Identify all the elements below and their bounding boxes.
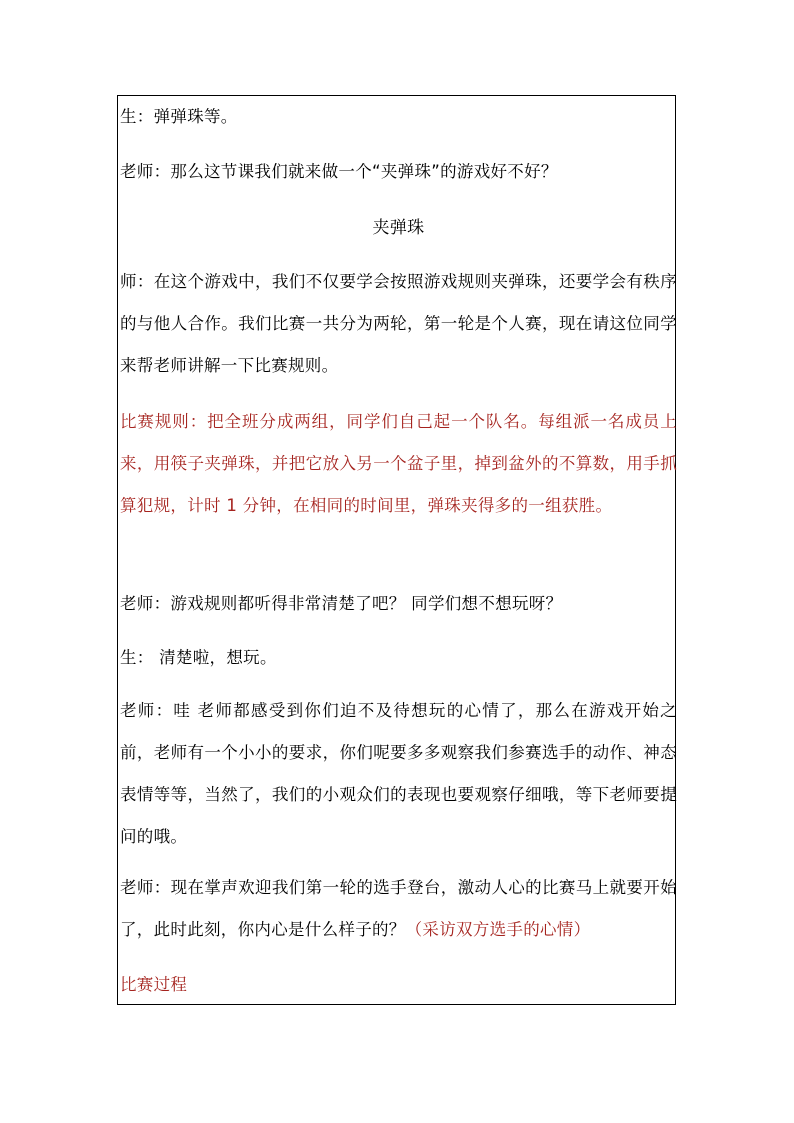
- lesson-table-cell: [117, 95, 676, 1005]
- teacher-welcome-contestants: [120, 867, 677, 951]
- game-title: 夹弹珠: [372, 218, 425, 238]
- teacher-game-proposal: 老师：那么这节课我们就来做一个“夹弹珠”的游戏好不好？: [120, 162, 558, 181]
- interview-note: （采访双方选手的心情）: [405, 920, 591, 939]
- teacher-rules-check: 老师：游戏规则都听得非常清楚了吧？ 同学们想不想玩呀？: [120, 594, 563, 613]
- match-process-heading: 比赛过程: [120, 975, 188, 994]
- game-rules: 比赛规则：把全班分成两组，同学们自己起一个队名。每组派一名成员上来，用筷子夹弹珠，并把它放入另一个盆子里，掉到盆外的不算数，用手抓算犯规，计时 1 分钟，在相同的时间里，弹珠夹得多的一组获胜。: [120, 412, 677, 515]
- student-reply-ready: 生： 清楚啦，想玩。: [120, 648, 277, 667]
- student-reply-marbles: 生：弹弹珠等。: [120, 107, 238, 126]
- teacher-observation-request: 老师：哇 老师都感受到你们迫不及待想玩的心情了，那么在游戏开始之前，老师有一个小小的要求，你们呢要多多观察我们参赛选手的动作、神态表情等等，当然了，我们的小观众们的表现也要观察仔细哦，等下老师要提问的哦。: [120, 701, 677, 846]
- teacher-welcome-text: 老师：现在掌声欢迎我们第一轮的选手登台，激动人心的比赛马上就要开始了，此时此刻，你内心是什么样子的？: [120, 878, 677, 939]
- teacher-game-intro: 师：在这个游戏中，我们不仅要学会按照游戏规则夹弹珠，还要学会有秩序的与他人合作。我们比赛一共分为两轮，第一轮是个人赛，现在请这位同学来帮老师讲解一下比赛规则。: [120, 272, 677, 375]
